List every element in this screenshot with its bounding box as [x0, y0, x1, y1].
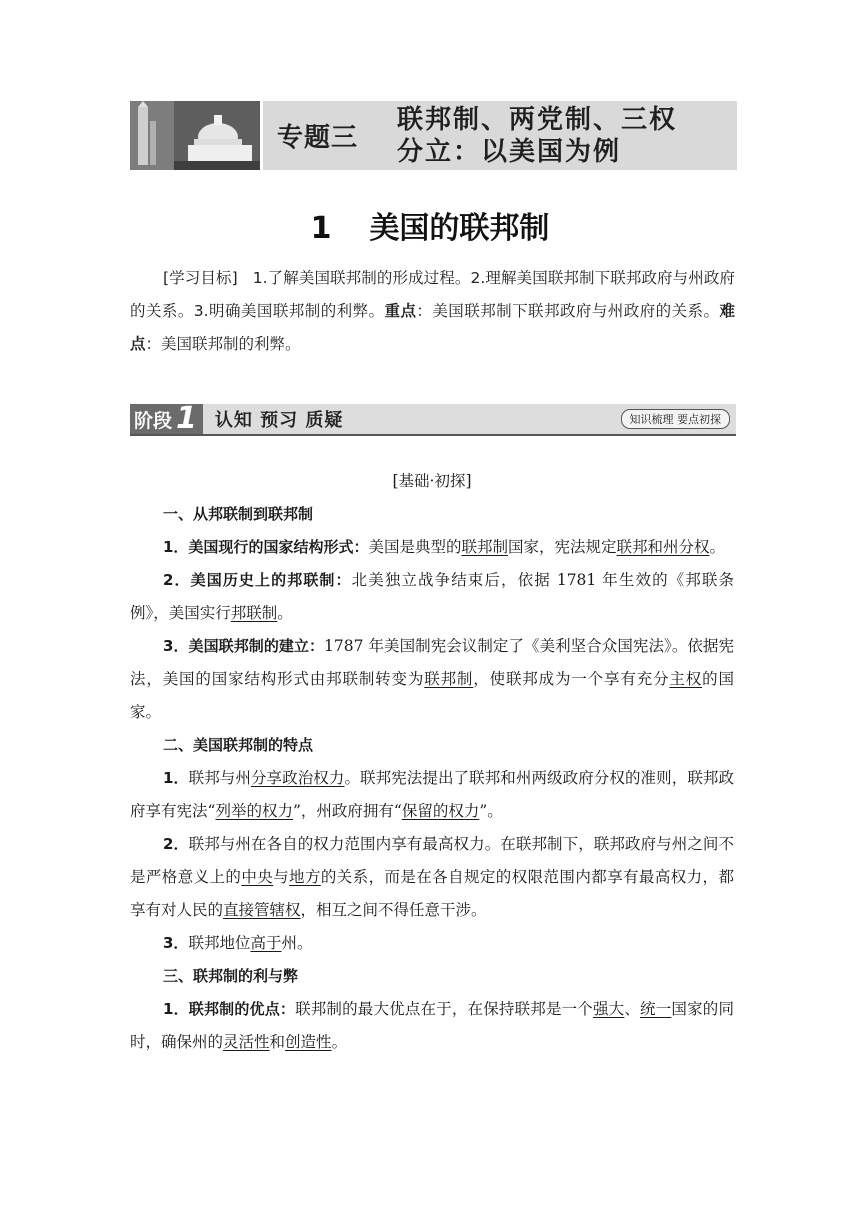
- p3-answer-1: 联邦制: [424, 670, 474, 688]
- topic-title-line1: 联邦制、两党制、三权: [397, 104, 678, 135]
- q2-text-d: ，相互之间不得任意干涉。: [300, 901, 487, 919]
- q1-text-b: 。联邦宪法提出了联邦和州两级政府分权的准则，联邦政府享有宪法“: [130, 769, 734, 820]
- stage-badge: 知识梳理 要点初探: [621, 409, 731, 429]
- goals-tag: [学习目标]: [163, 269, 238, 287]
- lesson-number: 1: [310, 211, 332, 246]
- stage-title: 认知 预习 质疑: [214, 410, 344, 431]
- q3-text-b: 州。: [281, 934, 313, 952]
- stage-number: 1: [176, 401, 197, 436]
- capitol-image: [130, 101, 263, 170]
- stage-prefix: 阶段: [134, 409, 173, 432]
- p3-text-a: 1787 年美国制宪会议制定了《美利坚合众国宪法》。依据宪法，美国的国家结构形式由邦联制转变为: [130, 637, 734, 688]
- lesson-title: [0, 203, 860, 247]
- paragraph-3: [130, 630, 734, 729]
- paragraph-5: [130, 828, 734, 927]
- paragraph-2: [130, 564, 734, 630]
- q1-text-d: ”。: [479, 802, 503, 820]
- difficulty-text: ：美国联邦制的利弊。: [145, 335, 301, 353]
- r1-answer-1: 强大: [592, 1000, 625, 1018]
- main-content: [130, 465, 734, 1059]
- q2-number: 2．: [163, 835, 189, 853]
- paragraph-7: [130, 993, 734, 1059]
- stage-header: [130, 401, 736, 436]
- q1-answer-3: 保留的权力: [401, 802, 480, 820]
- q2-answer-1: 中央: [241, 868, 274, 886]
- section-heading-1: 一、从邦联制到联邦制: [163, 505, 314, 523]
- q1-text-c: ”，州政府拥有“: [292, 802, 402, 820]
- p3-text-b: ，使联邦成为一个享有充分: [473, 670, 670, 688]
- q1-text-a: 联邦与州: [188, 769, 251, 787]
- q2-text-c: 的关系，而是在各自规定的权限范围内都享有最高权力，都享有对人民的: [130, 868, 734, 919]
- chapter-banner: [130, 101, 737, 170]
- key-point-label: 重点: [384, 302, 417, 320]
- paragraph-1: [130, 531, 734, 564]
- p1-text-b: 国家，宪法规定: [507, 538, 617, 556]
- r1-answer-2: 统一: [640, 1000, 672, 1018]
- topic-title-line2: 分立：以美国为例: [397, 136, 622, 167]
- p2-text-b: 。: [277, 604, 293, 622]
- paragraph-4: [130, 762, 734, 828]
- q3-number: 3．: [163, 934, 189, 952]
- p2-label: 2．美国历史上的邦联制：: [163, 571, 352, 589]
- q2-text-b: 与: [273, 868, 290, 886]
- subhead: [基础·初探]: [392, 472, 472, 490]
- q3-text-a: 联邦地位: [188, 934, 251, 952]
- p1-answer-1: 联邦制: [461, 538, 508, 556]
- q1-answer-1: 分享政治权力: [250, 769, 345, 787]
- q1-number: 1．: [163, 769, 189, 787]
- q1-answer-2: 列举的权力: [215, 802, 293, 820]
- r1-answer-4: 创造性: [285, 1033, 332, 1051]
- p1-label: 1．美国现行的国家结构形式：: [163, 538, 369, 556]
- paragraph-6: [130, 927, 734, 960]
- section-heading-3: 三、联邦制的利与弊: [163, 967, 299, 985]
- p1-answer-2: 联邦和州分权: [616, 538, 710, 556]
- r1-answer-3: 灵活性: [223, 1033, 270, 1051]
- r1-label: 1．联邦制的优点：: [163, 1000, 296, 1018]
- key-point-text: ：美国联邦制下联邦政府与州政府的关系。: [416, 302, 720, 320]
- goals-text: 1.了解美国联邦制的形成过程。2.理解美国联邦制下联邦政府与州政府的关系。3.明确美国联邦制的利弊。: [130, 269, 735, 320]
- p1-text-c: 。: [709, 538, 726, 556]
- p3-text-c: 的国家。: [130, 670, 734, 721]
- p2-answer-1: 邦联制: [230, 604, 278, 622]
- q3-answer-1: 高于: [250, 934, 282, 952]
- q2-text-a: 联邦与州在各自的权力范围内享有最高权力。在联邦制下，联邦政府与州之间不是严格意义上的: [130, 835, 734, 886]
- topic-title: [397, 104, 677, 168]
- p3-label: 3．美国联邦制的建立：: [163, 637, 325, 655]
- difficulty-label: 难点: [130, 302, 735, 353]
- r1-text-b: 、: [624, 1000, 641, 1018]
- r1-text-d: 和: [269, 1033, 286, 1051]
- learning-goals: [130, 262, 735, 361]
- section-heading-2: 二、美国联邦制的特点: [163, 736, 314, 754]
- p3-answer-2: 主权: [669, 670, 703, 688]
- q2-answer-2: 地方: [289, 868, 321, 886]
- r1-text-c: 国家的同时，确保州的: [130, 1000, 734, 1051]
- p2-text-a: 北美独立战争结束后，依据 1781 年生效的《邦联条例》，美国实行: [130, 571, 734, 622]
- stage-tag: [130, 401, 203, 436]
- lesson-name: 美国的联邦制: [369, 211, 550, 246]
- topic-label: 专题三: [277, 123, 359, 153]
- q2-answer-3: 直接管辖权: [223, 901, 301, 919]
- p1-text-a: 美国是典型的: [368, 538, 462, 556]
- r1-text-a: 联邦制的最大优点在于，在保持联邦是一个: [295, 1000, 593, 1018]
- r1-text-e: 。: [331, 1033, 348, 1051]
